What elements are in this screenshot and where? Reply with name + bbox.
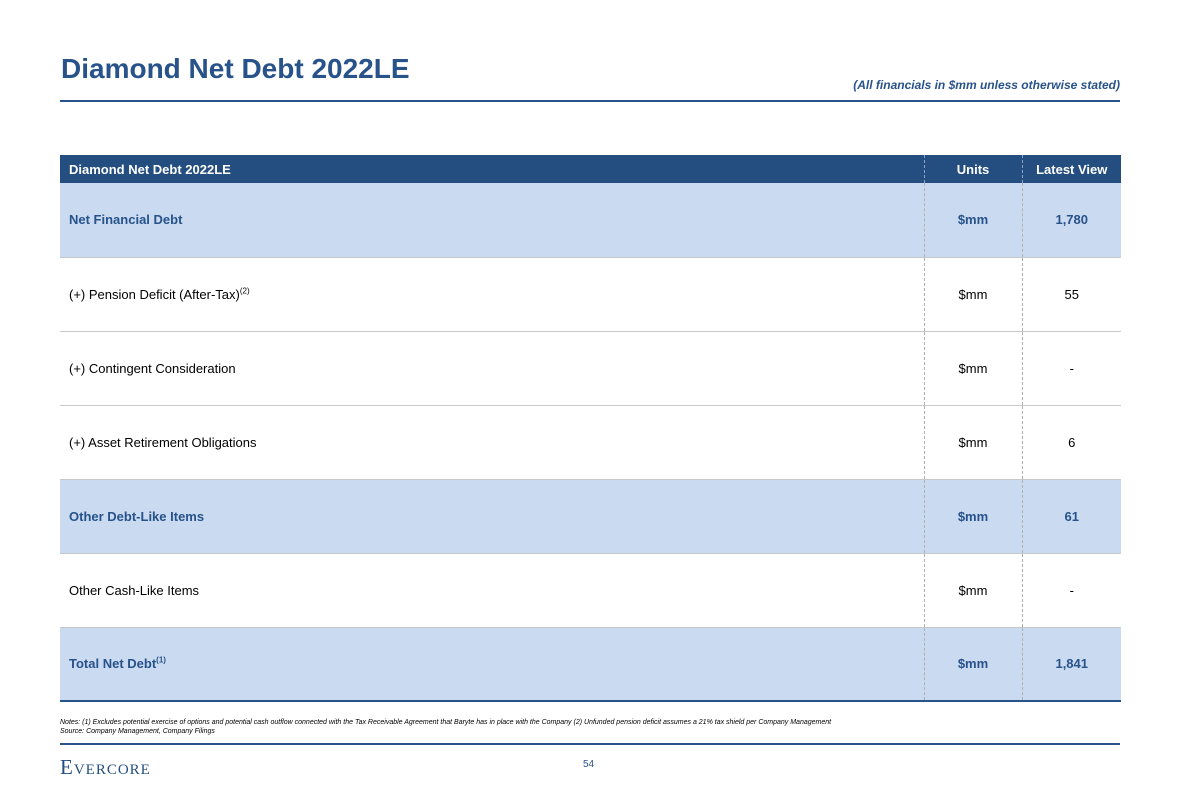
footnote-ref: (2) xyxy=(239,286,250,296)
table-row-contingent-consideration xyxy=(60,331,1121,405)
row-value: 1,780 xyxy=(1022,183,1121,257)
evercore-logo: Evercore xyxy=(60,755,151,779)
net-debt-table xyxy=(60,155,1121,702)
table-row-other-debt-like xyxy=(60,479,1121,553)
column-header-latest-view: Latest View xyxy=(1022,155,1121,183)
column-header-units: Units xyxy=(924,155,1022,183)
row-value: - xyxy=(1022,331,1121,405)
row-units: $mm xyxy=(924,183,1022,257)
page-title: Diamond Net Debt 2022LE xyxy=(61,53,410,84)
row-label: (+) Pension Deficit (After-Tax)$^{(2)}$ xyxy=(60,257,924,331)
notes-text: Notes: (1) Excludes potential exercise of options and potential cash outflow connected with the Tax Receivable Agreement that Baryte has in place with the Company (2) Unfunded pension deficit assumes a 21% tax shield per Company Management xyxy=(60,719,832,726)
table-header-row xyxy=(60,155,1121,183)
row-units: $mm xyxy=(924,553,1022,627)
footer-divider xyxy=(60,743,1120,745)
row-label: Other Debt-Like Items xyxy=(60,479,924,553)
source-text: Source: Company Management, Company Filings xyxy=(60,728,215,735)
row-value: 1,841 xyxy=(1022,627,1121,701)
row-label: (+) Contingent Consideration xyxy=(60,331,924,405)
row-units: $mm xyxy=(924,257,1022,331)
row-value: 55 xyxy=(1022,257,1121,331)
title-divider xyxy=(60,100,1120,102)
table-row-pension-deficit xyxy=(60,257,1121,331)
table-row-total-net-debt xyxy=(60,627,1121,701)
row-units: $mm xyxy=(924,479,1022,553)
table-row-asset-retirement xyxy=(60,405,1121,479)
row-label: Other Cash-Like Items xyxy=(60,553,924,627)
row-units: $mm xyxy=(924,627,1022,701)
table-row-other-cash-like xyxy=(60,553,1121,627)
row-value: 6 xyxy=(1022,405,1121,479)
column-header-item: Diamond Net Debt 2022LE xyxy=(60,155,924,183)
footnotes xyxy=(60,718,1121,736)
row-label: Total Net Debt$^{(1)}$ xyxy=(60,627,924,701)
row-label: (+) Asset Retirement Obligations xyxy=(60,405,924,479)
table-row-net-financial-debt xyxy=(60,183,1121,257)
row-value: 61 xyxy=(1022,479,1121,553)
row-value: - xyxy=(1022,553,1121,627)
page-number: 54 xyxy=(583,759,595,770)
page-subtitle: (All financials in $mm unless otherwise stated) xyxy=(853,78,1120,92)
row-units: $mm xyxy=(924,331,1022,405)
row-label: Net Financial Debt xyxy=(60,183,924,257)
footnote-ref: (1) xyxy=(156,655,166,665)
row-units: $mm xyxy=(924,405,1022,479)
